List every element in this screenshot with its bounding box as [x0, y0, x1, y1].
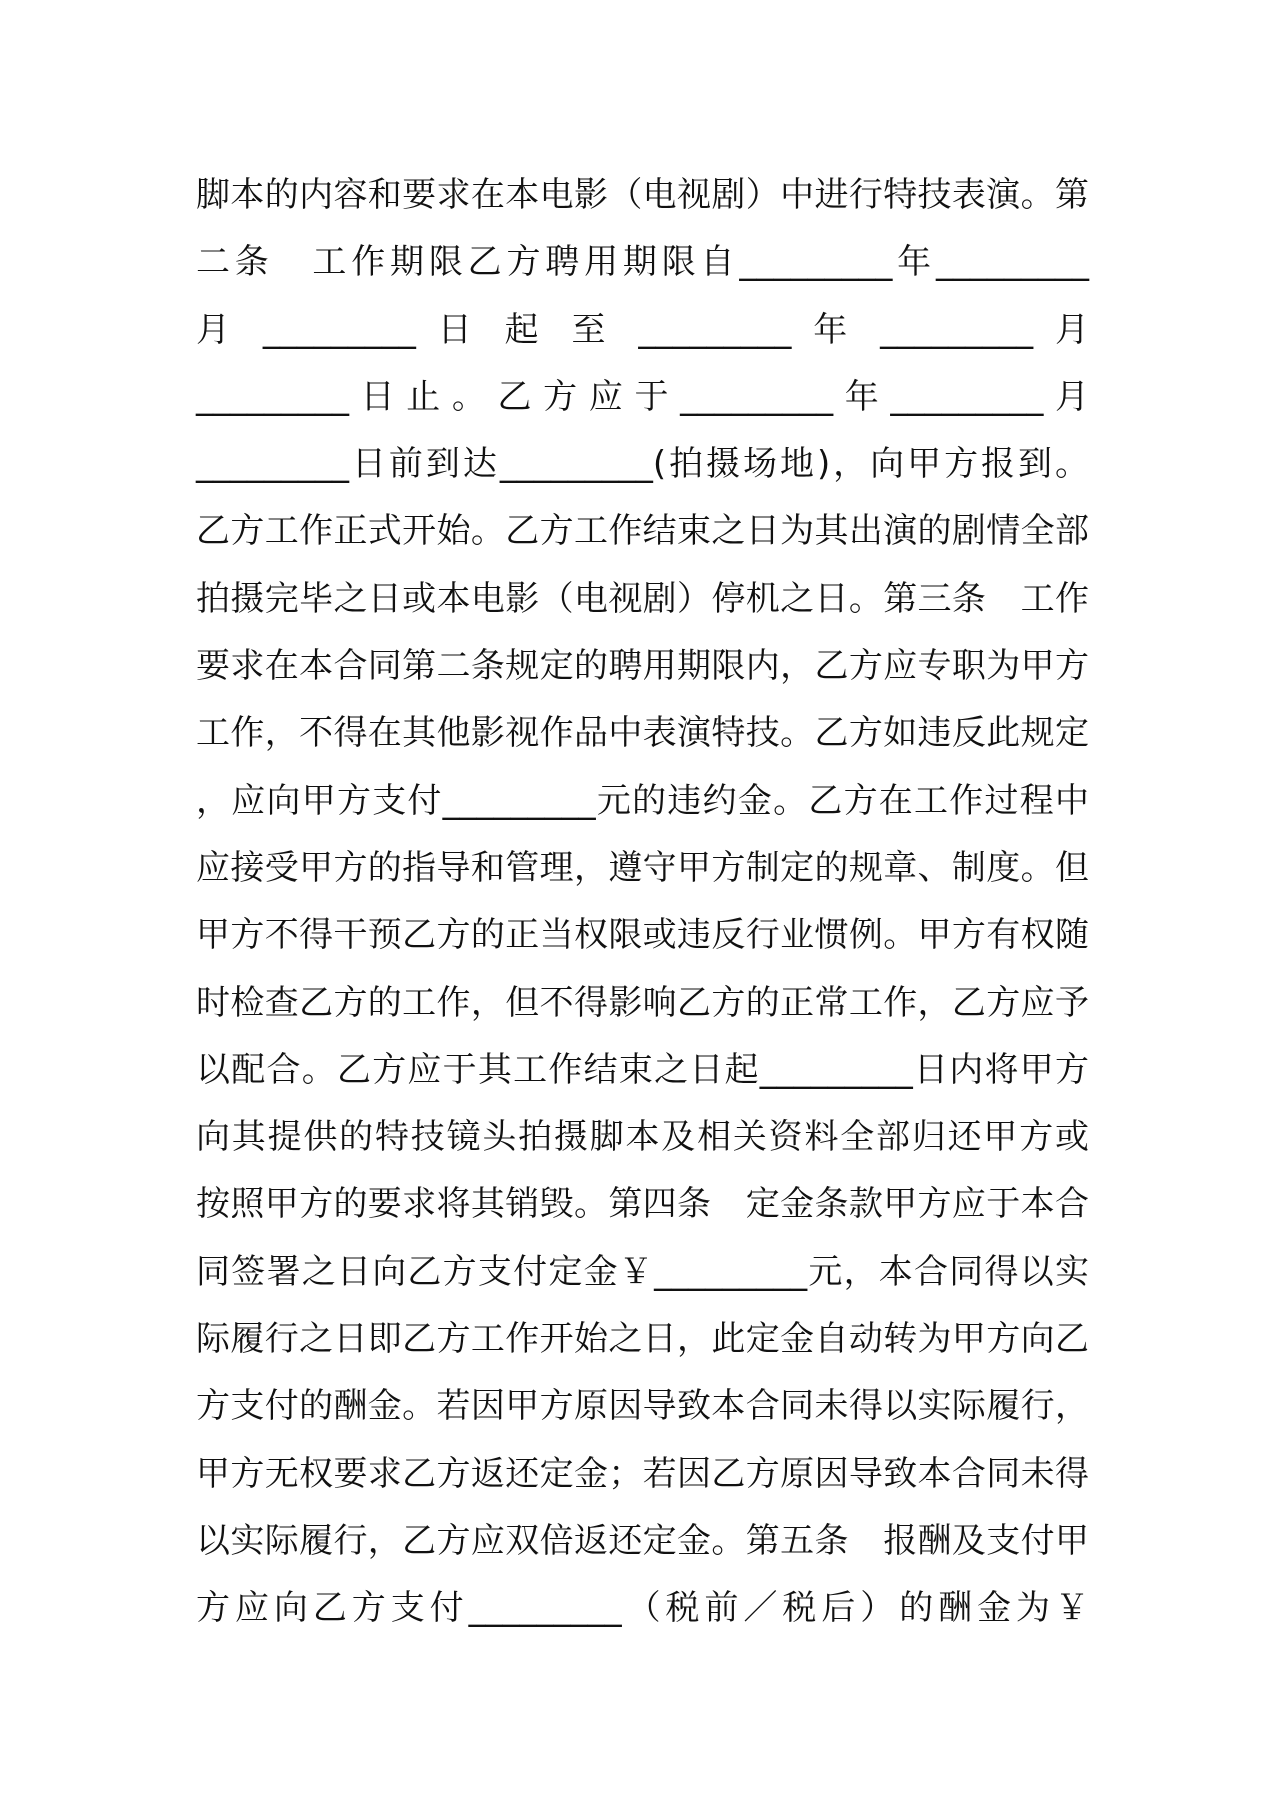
text-line: 按照甲方的要求将其销毁。第四条 定金条款甲方应于本合: [196, 1184, 1089, 1225]
text-line: 甲方不得干预乙方的正当权限或违反行业惯例。甲方有权随: [196, 915, 1089, 956]
text-line: 方支付的酬金。若因甲方原因导致本合同未得以实际履行，: [196, 1386, 1089, 1427]
text-line: 以实际履行，乙方应双倍返还定金。第五条 报酬及支付甲: [196, 1520, 1089, 1561]
text-line: 方应向乙方支付_________（税前／税后）的酬金为￥: [196, 1588, 1089, 1629]
text-line: 二条 工作期限乙方聘用期限自_________年_________: [196, 242, 1089, 283]
text-line: 时检查乙方的工作，但不得影响乙方的正常工作，乙方应予: [196, 982, 1089, 1023]
text-line: 同签署之日向乙方支付定金￥_________元，本合同得以实: [196, 1251, 1089, 1292]
text-line: ，应向甲方支付_________元的违约金。乙方在工作过程中: [196, 780, 1089, 821]
text-line: 要求在本合同第二条规定的聘用期限内，乙方应专职为甲方: [196, 646, 1089, 687]
text-line: 以配合。乙方应于其工作结束之日起_________日内将甲方: [196, 1049, 1089, 1090]
text-line: 乙方工作正式开始。乙方工作结束之日为其出演的剧情全部: [196, 511, 1089, 552]
contract-body-text: [196, 162, 1089, 1643]
text-line: 际履行之日即乙方工作开始之日，此定金自动转为甲方向乙: [196, 1319, 1089, 1360]
text-line: 甲方无权要求乙方返还定金；若因乙方原因导致本合同未得: [196, 1453, 1089, 1494]
text-line: 月 _________ 日 起 至 _________ 年 _________ 月: [196, 309, 1089, 350]
text-line: 向其提供的特技镜头拍摄脚本及相关资料全部归还甲方或: [196, 1117, 1089, 1158]
text-line: 应接受甲方的指导和管理，遵守甲方制定的规章、制度。但: [196, 847, 1089, 888]
text-line: 工作，不得在其他影视作品中表演特技。乙方如违反此规定: [196, 713, 1089, 754]
text-line: 拍摄完毕之日或本电影（电视剧）停机之日。第三条 工作: [196, 578, 1089, 619]
text-line: _________日前到达_________(拍摄场地)，向甲方报到。: [196, 444, 1089, 485]
text-line: 脚本的内容和要求在本电影（电视剧）中进行特技表演。第: [196, 175, 1089, 215]
text-line: _________日止。乙方应于_________年_________月: [196, 376, 1089, 417]
